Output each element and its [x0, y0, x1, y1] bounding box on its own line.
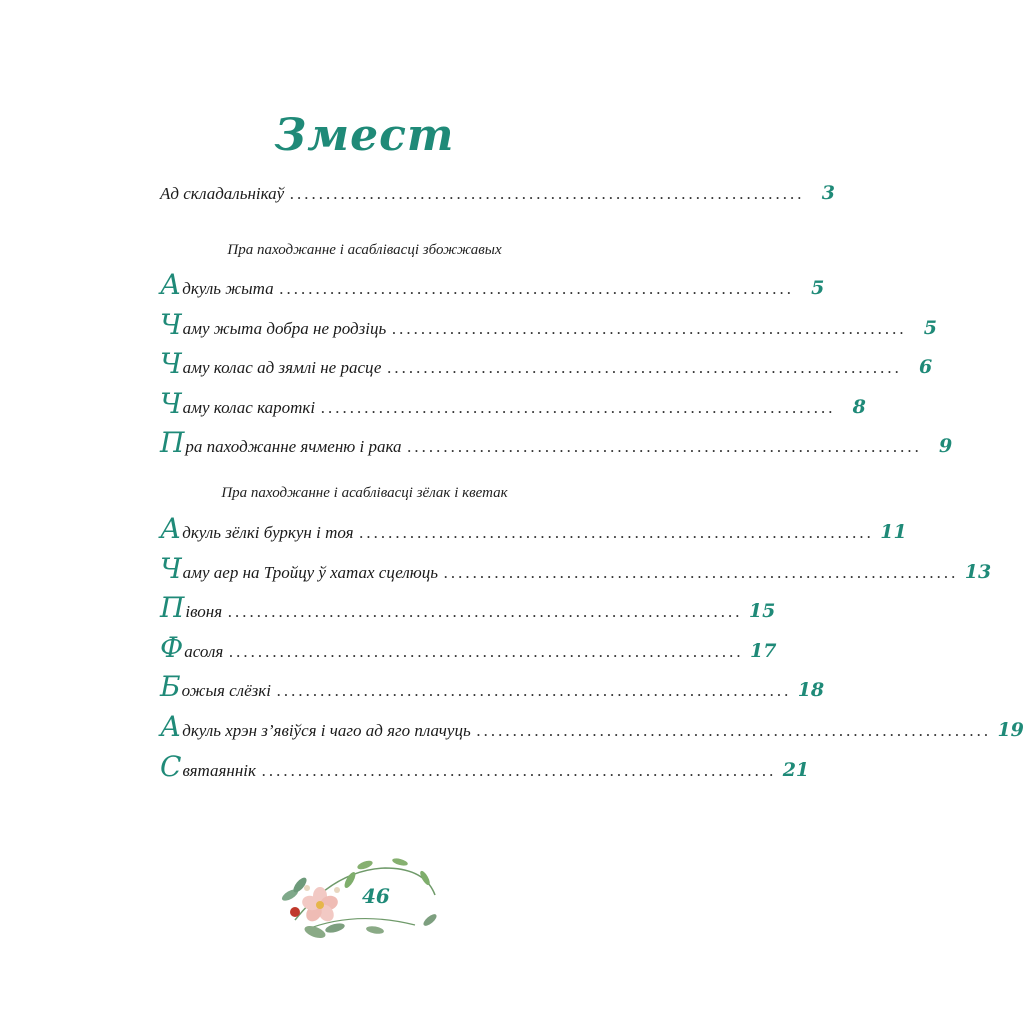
- drop-initial: С: [160, 750, 182, 783]
- leader-dots: .......................................................................: [359, 523, 875, 542]
- toc-entry-label: [160, 591, 222, 624]
- toc-entry-label: [160, 512, 354, 545]
- page-title: Змест: [274, 110, 455, 161]
- toc-entry[interactable]: [160, 347, 933, 380]
- leader-dots: .......................................................................: [321, 398, 836, 417]
- toc-entry-page: 18: [797, 679, 825, 701]
- leader-dots: .......................................................................: [261, 761, 777, 780]
- toc-entry[interactable]: [160, 512, 907, 545]
- toc-entry[interactable]: [160, 387, 866, 420]
- leader-dots: .......................................................................: [476, 721, 992, 740]
- toc-entry-text: дкуль хрэн з’явіўся і чаго ад яго плачуць: [182, 721, 471, 740]
- toc-entry-page: 3: [821, 182, 835, 204]
- toc-entry[interactable]: [160, 750, 810, 783]
- drop-initial: А: [160, 268, 182, 301]
- leader-dots: .......................................................................: [276, 681, 792, 700]
- toc-entry[interactable]: [160, 552, 992, 585]
- toc-entry-text: аму жыта добра не родзіць: [182, 319, 387, 338]
- toc-entry-text: аму колас кароткі: [182, 398, 316, 417]
- leader-dots: .......................................................................: [444, 563, 959, 582]
- leader-dots: .......................................................................: [279, 279, 795, 298]
- toc-entry-text: вятаяннік: [182, 761, 256, 780]
- drop-initial: А: [160, 512, 182, 545]
- drop-initial: Ч: [160, 387, 182, 420]
- toc-entry-text: івоня: [185, 602, 223, 621]
- drop-initial: Ч: [160, 552, 182, 585]
- leader-dots: .......................................................................: [407, 437, 923, 456]
- toc-entry[interactable]: [160, 710, 1024, 743]
- toc-entry-label: [160, 387, 315, 420]
- toc-entry-page: 5: [811, 277, 825, 299]
- toc-entry-label: [160, 308, 386, 341]
- toc-entry-text: аму колас ад зямлі не расце: [182, 358, 382, 377]
- toc-entry-intro[interactable]: [160, 182, 835, 214]
- drop-initial: Ф: [160, 631, 184, 664]
- toc-entry-page: 15: [748, 600, 776, 622]
- toc-entry-page: 9: [939, 435, 953, 457]
- drop-initial: П: [160, 426, 185, 459]
- toc-entry-text: асоля: [184, 642, 224, 661]
- toc-entry-page: 19: [997, 719, 1024, 741]
- toc-entry[interactable]: [160, 670, 825, 703]
- toc-entry[interactable]: [160, 631, 777, 664]
- leader-dots: .......................................................................: [228, 602, 743, 621]
- leader-dots: .......................................................................: [392, 319, 907, 338]
- toc-entry-label: [160, 552, 438, 585]
- toc-entry[interactable]: [160, 268, 825, 301]
- drop-initial: Ч: [160, 347, 182, 380]
- toc-entry-page: 11: [880, 521, 907, 543]
- section-heading-cereals: Пра паходжанне і асаблівасці збожжавых: [227, 242, 502, 258]
- section-heading-herbs: Пра паходжанне і асаблівасці зёлак і кветак: [221, 485, 508, 501]
- leader-dots: .......................................................................: [229, 642, 745, 661]
- toc-entry-text: дкуль жыта: [182, 279, 274, 298]
- floral-ornament-icon: [275, 850, 445, 945]
- toc-entry-page: 6: [918, 356, 933, 378]
- toc-entry-page: 21: [782, 759, 810, 781]
- drop-initial: А: [160, 710, 182, 743]
- toc-entry-label: [160, 710, 471, 743]
- toc-entry-label: [160, 631, 223, 664]
- toc-entry-page: 8: [852, 396, 866, 418]
- toc-entry-label: [160, 426, 402, 459]
- toc-entry-page: 17: [750, 640, 777, 662]
- toc-entry-label: [160, 670, 271, 703]
- page-number: 46: [362, 884, 390, 908]
- toc-entry-page: 5: [923, 317, 937, 339]
- drop-initial: Ч: [160, 308, 182, 341]
- drop-initial: П: [160, 591, 185, 624]
- leader-dots: .......................................................................: [290, 184, 805, 203]
- toc-entry-label: Ад складальнікаў: [160, 184, 285, 203]
- leader-dots: .......................................................................: [387, 358, 903, 377]
- toc-entry[interactable]: [160, 426, 953, 459]
- toc-entry[interactable]: [160, 591, 776, 624]
- toc-entry-label: [160, 268, 274, 301]
- toc-entry-label: [160, 750, 256, 783]
- toc-entry-label: [160, 347, 381, 380]
- toc-entry-text: аму аер на Тройцу ў хатах сцелюць: [182, 563, 439, 582]
- toc-entry[interactable]: [160, 308, 937, 341]
- drop-initial: Б: [160, 670, 181, 703]
- toc-entry-page: 13: [964, 561, 992, 583]
- toc-entry-text: ра паходжанне ячменю і рака: [185, 437, 402, 456]
- toc-entry-text: дкуль зёлкі буркун і тоя: [182, 523, 354, 542]
- toc-entry-text: ожыя слёзкі: [181, 681, 271, 700]
